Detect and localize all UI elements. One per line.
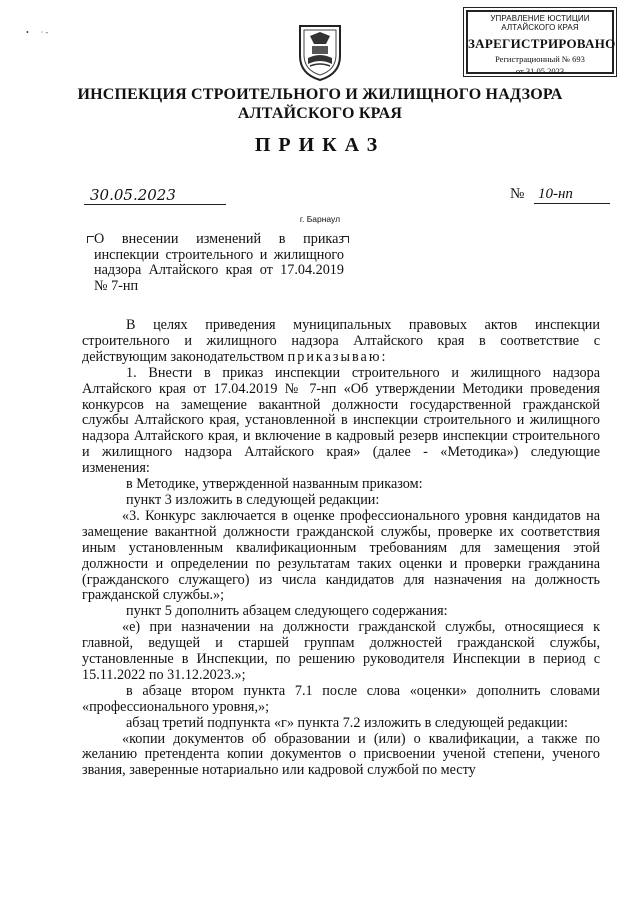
quoted-clause-e: «е) при назначении на должности гражданской службы, относящиеся к главной, ведущей и старшей группам должностей гражданской службы, установленные в Инспекции, по решению руководителя Инспекции в период с 15.11.2022 по 31.12.2023.»; — [82, 619, 600, 683]
stamp-title: ЗАРЕГИСТРИРОВАНО — [468, 36, 616, 51]
stamp-reg-number: Регистрационный № 693 — [495, 54, 585, 64]
city: г. Барнаул — [299, 214, 341, 224]
org-name-line2: АЛТАЙСКОГО КРАЯ — [237, 105, 403, 122]
paragraph-3: пункт 3 изложить в следующей редакции: — [126, 491, 380, 508]
stamp-date: от 31.05.2023 — [515, 66, 565, 76]
order-subject: О внесении изменений в приказ инспекции строительного и жилищного надзора Алтайского края от 17.04.2019 № 7-нп — [94, 231, 344, 294]
order-date: 30.05.2023 — [84, 186, 226, 205]
registration-stamp — [466, 10, 614, 74]
paragraph-4: пункт 5 дополнить абзацем следующего содержания: — [126, 603, 448, 620]
paragraph-2: в Методике, утвержденной названным приказом: — [126, 476, 423, 493]
subject-bracket-left — [87, 236, 94, 243]
paragraph-5: в абзаце втором пункта 7.1 после слова «оценки» дополнить словами «профессионального уровня,»; — [82, 682, 600, 715]
scan-marks: • · - — [26, 28, 49, 37]
paragraph-6: абзац третий подпункта «г» пункта 7.2 изложить в следующей редакции: — [126, 714, 568, 731]
order-body — [82, 318, 600, 779]
stamp-org: УПРАВЛЕНИЕ ЮСТИЦИИ АЛТАЙСКОГО КРАЯ — [490, 14, 590, 32]
number-label: № — [510, 186, 525, 202]
quoted-clause-3: «3. Конкурс заключается в оценке профессионального уровня кандидатов на замещение вакантной должности гражданской службы, проверке их соответствия иным установленным квалификационным требованиям для замещения этой должности и определении по результатам таких оценки и проверки гражданина (гражданского служащего) из числа кандидатов для назначения на должность гражданской службы.»; — [82, 507, 600, 604]
paragraph-1: 1. Внести в приказ инспекции строительного и жилищного надзора Алтайского края от 17.04.2019 № 7-нп «Об утверждении Методики проведения конкурсов на замещение вакантной должности государственной гражданской службы Алтайского края, установленной в инспекции строительного и жилищного надзора Алтайского края, и включение в кадровый резерв инспекции строительного и жилищного надзора Алтайского края» (далее - «Методика») следующие изменения: — [82, 364, 600, 477]
quoted-clause-g: «копии документов об образовании и (или) о квалификации, а также по желанию претендента копии документов о присвоении ученой степени, ученого звания, заверенные нотариально или кадровой службой по месту — [82, 730, 600, 779]
order-number: 10-нп — [534, 186, 610, 204]
coat-of-arms-emblem — [296, 22, 344, 82]
org-name-line1: ИНСПЕКЦИЯ СТРОИТЕЛЬНОГО И ЖИЛИЩНОГО НАДЗОРА — [77, 86, 563, 103]
order-word: приказываю — [287, 348, 382, 365]
doc-type-title: ПРИКАЗ — [254, 134, 386, 156]
preamble-paragraph: В целях приведения муниципальных правовых актов инспекции строительного и жилищного надзора Алтайского края в соответствие с действующим законодательством приказываю: — [82, 317, 600, 365]
